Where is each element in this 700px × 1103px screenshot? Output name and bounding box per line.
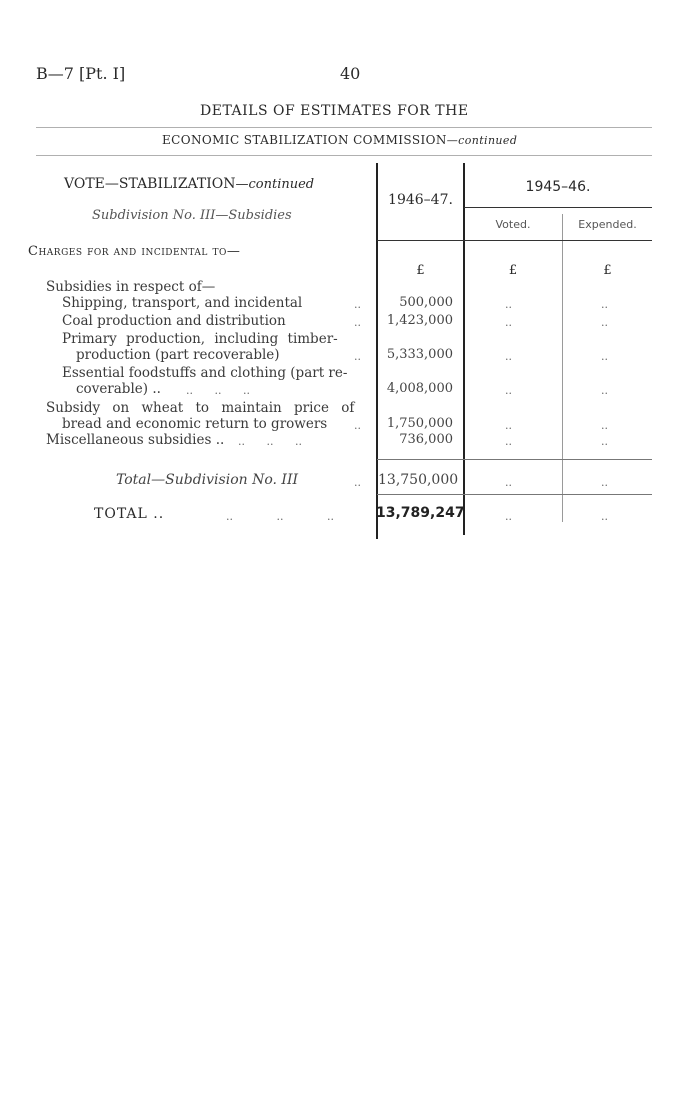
item-wheat-label-line-2: bread and economic return to growers [62, 416, 328, 432]
voted-empty: .. [505, 384, 512, 397]
vote-title-continued: —continued [235, 177, 315, 192]
column-head-voted: Voted. [495, 218, 531, 231]
leader-dots: .. [354, 316, 361, 329]
currency-1946-47: £ [416, 263, 425, 278]
item-foodstuffs-label-line-1: Essential foodstuffs and clothing (part re- [62, 365, 348, 381]
expended-empty: .. [601, 510, 608, 523]
commission-subtitle-main: ECONOMIC STABILIZATION COMMISSION [162, 133, 447, 147]
group-heading-subsidies: Subsidies in respect of— [46, 279, 216, 295]
leader-dots: .. [354, 476, 361, 489]
value-total: 13,789,247 [376, 505, 465, 521]
voted-empty: .. [505, 476, 512, 489]
column-head-1945-46: 1945–46. [525, 179, 591, 195]
page-number: 40 [340, 64, 361, 83]
document-reference: B—7 [Pt. I] [36, 64, 126, 83]
leader-dots: .. [354, 350, 361, 363]
item-coal-label: Coal production and distribution [62, 313, 286, 329]
commission-subtitle-continued: —continued [446, 134, 518, 147]
rule-under-column-heads [377, 240, 652, 241]
voted-empty: .. [505, 435, 512, 448]
expended-empty: .. [601, 316, 608, 329]
column-head-expended: Expended. [578, 218, 637, 231]
rule-above-total [377, 494, 652, 495]
rule-under-subtitle [36, 155, 652, 156]
value-primary: 5,333,000 [386, 347, 453, 362]
value-coal: 1,423,000 [386, 313, 453, 328]
leader-dots: .. .. .. [238, 435, 302, 448]
subtotal-label: Total—Subdivision No. III [116, 472, 299, 488]
charges-heading: Charges for and incidental to— [28, 244, 241, 259]
item-primary-label-line-1: Primary production, including timber- [62, 331, 338, 347]
leader-dots: .. .. .. [186, 384, 250, 397]
currency-voted: £ [508, 263, 518, 278]
vote-title-main: VOTE—STABILIZATION [64, 176, 236, 192]
rule-under-title [36, 127, 652, 128]
total-label: TOTAL .. [94, 506, 165, 522]
expended-empty: .. [601, 476, 608, 489]
column-rule-right [562, 214, 563, 522]
column-head-1946-47: 1946–47. [388, 192, 453, 208]
voted-empty: .. [505, 316, 512, 329]
item-wheat-label-line-1: Subsidy on wheat to maintain price of [46, 400, 355, 416]
item-misc-label: Miscellaneous subsidies .. [46, 432, 225, 448]
page-title: DETAILS OF ESTIMATES FOR THE [200, 103, 469, 119]
commission-subtitle [162, 133, 517, 147]
leader-dots: .. [354, 298, 361, 311]
expended-empty: .. [601, 384, 608, 397]
voted-empty: .. [505, 510, 512, 523]
vote-title [64, 176, 314, 192]
subdivision-heading: Subdivision No. III—Subsidies [92, 208, 292, 223]
item-shipping-label: Shipping, transport, and incidental [62, 295, 303, 311]
expended-empty: .. [601, 435, 608, 448]
value-shipping: 500,000 [399, 295, 453, 310]
value-foodstuffs: 4,008,000 [386, 381, 453, 396]
item-foodstuffs-label-line-2: coverable) .. [76, 381, 161, 397]
currency-expended: £ [603, 263, 612, 278]
value-wheat: 1,750,000 [386, 416, 453, 431]
leader-dots: .. .. .. [226, 510, 334, 523]
expended-empty: .. [601, 350, 608, 363]
leader-dots: .. [354, 419, 361, 432]
value-misc: 736,000 [399, 432, 453, 447]
voted-empty: .. [505, 298, 512, 311]
voted-empty: .. [505, 350, 512, 363]
rule-year-split [464, 207, 652, 208]
value-subtotal: 13,750,000 [378, 472, 459, 488]
voted-empty: .. [505, 419, 512, 432]
rule-above-subtotal [377, 459, 652, 460]
expended-empty: .. [601, 419, 608, 432]
item-primary-label-line-2: production (part recoverable) [76, 347, 280, 363]
expended-empty: .. [601, 298, 608, 311]
